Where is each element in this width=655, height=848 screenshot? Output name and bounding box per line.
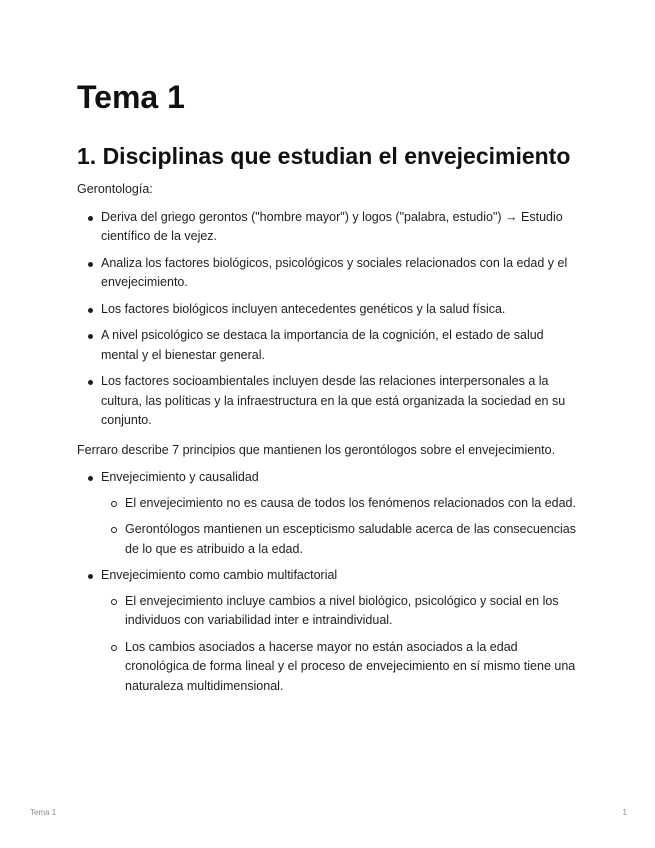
list-item: Los factores socioambientales incluyen desde las relaciones interpersonales a la cultura, las políticas y la infraestructura en la que está organizada la sociedad en su conjunto.	[77, 372, 582, 431]
list-item: El envejecimiento incluye cambios a nivel biológico, psicológico y social en los individuos con variabilidad inter e intraindividual.	[101, 592, 582, 631]
list-item: Deriva del griego gerontos ("hombre mayor") y logos ("palabra, estudio") → Estudio científico de la vejez.	[77, 208, 582, 247]
principle-points	[101, 592, 582, 697]
page-content	[77, 78, 582, 703]
principle-item	[77, 566, 582, 696]
principles-list	[77, 468, 582, 696]
ferraro-intro: Ferraro describe 7 principios que mantienen los gerontólogos sobre el envejecimiento.	[77, 442, 556, 457]
document-title: Tema 1	[77, 79, 185, 115]
list-item: Gerontólogos mantienen un escepticismo saludable acerca de las consecuencias de lo que es atribuido a la edad.	[101, 520, 582, 559]
principle-label: Envejecimiento como cambio multifactorial	[101, 568, 338, 582]
principle-points	[101, 494, 582, 560]
section-heading: 1. Disciplinas que estudian el envejecimiento	[77, 143, 571, 169]
intro-label: Gerontología:	[77, 182, 153, 196]
principle-item	[77, 468, 582, 559]
principle-label: Envejecimiento y causalidad	[101, 470, 259, 484]
list-item: El envejecimiento no es causa de todos los fenómenos relacionados con la edad.	[101, 494, 582, 514]
list-item: Los factores biológicos incluyen antecedentes genéticos y la salud física.	[77, 300, 582, 320]
gerontologia-list	[77, 208, 582, 431]
list-item: Los cambios asociados a hacerse mayor no están asociados a la edad cronológica de forma lineal y el proceso de envejecimiento en sí mismo tiene una naturaleza multidimensional.	[101, 638, 582, 697]
page-number: 1	[622, 808, 627, 817]
list-item: A nivel psicológico se destaca la importancia de la cognición, el estado de salud mental y el bienestar general.	[77, 326, 582, 365]
footer-title: Tema 1	[30, 808, 57, 817]
list-item: Analiza los factores biológicos, psicológicos y sociales relacionados con la edad y el envejecimiento.	[77, 254, 582, 293]
